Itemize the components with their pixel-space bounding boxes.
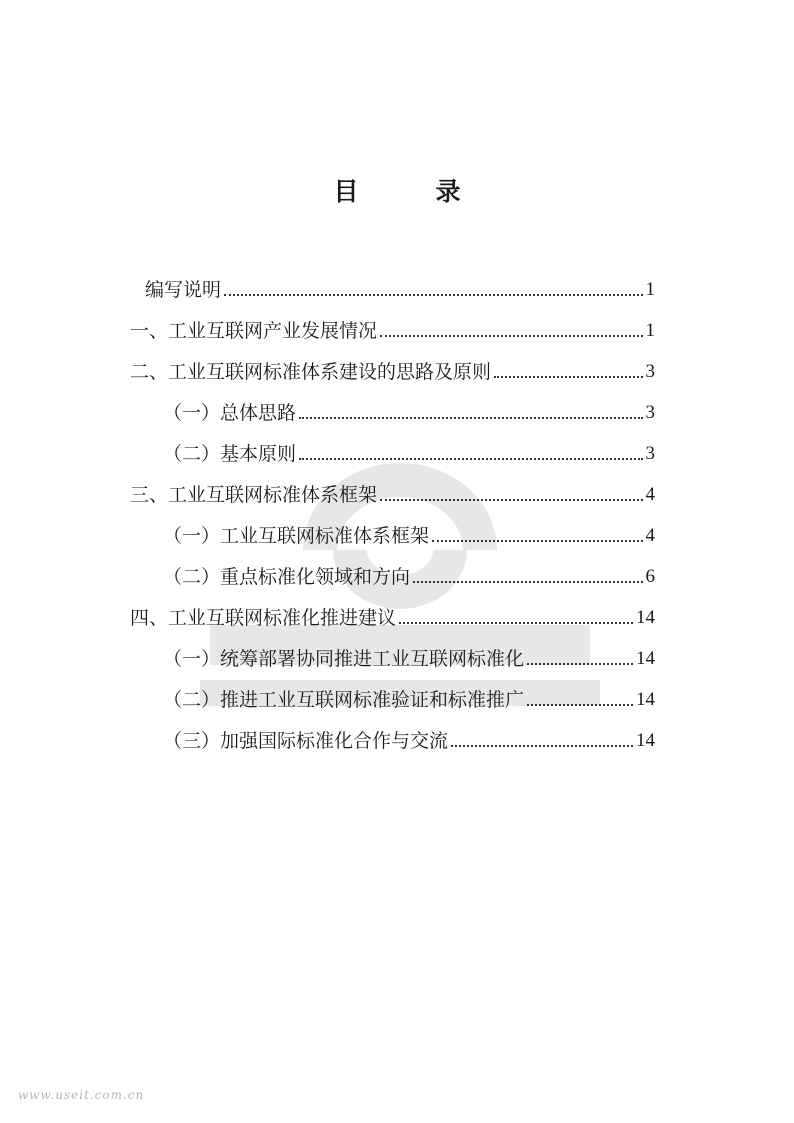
- toc-entry-page: 3: [645, 402, 655, 423]
- toc-entry-page: 14: [636, 648, 655, 669]
- source-watermark-url: www.useit.com.cn: [18, 1088, 145, 1102]
- dot-leader: [299, 417, 642, 419]
- dot-leader: [451, 745, 633, 747]
- dot-leader: [299, 458, 642, 460]
- toc-entry[interactable]: [130, 352, 655, 384]
- toc-entry-page: 14: [636, 607, 655, 628]
- dot-leader: [399, 622, 633, 624]
- toc-entry[interactable]: [130, 598, 655, 630]
- dot-leader: [494, 376, 642, 378]
- toc-entry-page: 4: [645, 525, 655, 546]
- toc-entry-label: （二）基本原则: [163, 443, 297, 465]
- toc-entry[interactable]: [163, 721, 655, 753]
- dot-leader: [224, 294, 642, 296]
- toc-entry-label: （一）总体思路: [163, 402, 297, 424]
- toc-entry[interactable]: [163, 639, 655, 671]
- toc-entry-page: 3: [645, 443, 655, 464]
- toc-entry-label: 二、工业互联网标准体系建设的思路及原则: [130, 361, 492, 383]
- dot-leader: [432, 540, 642, 542]
- toc-entry[interactable]: [163, 557, 655, 589]
- dot-leader: [413, 581, 642, 583]
- dot-leader: [380, 499, 642, 501]
- toc-entry[interactable]: [163, 393, 655, 425]
- toc-entry[interactable]: [145, 270, 655, 302]
- toc-entry[interactable]: [130, 311, 655, 343]
- toc-entry-page: 1: [645, 320, 655, 341]
- toc-entry-label: （三）加强国际标准化合作与交流: [163, 730, 449, 752]
- toc-entry-label: （一）统筹部署协同推进工业互联网标准化: [163, 648, 525, 670]
- toc-entry[interactable]: [130, 475, 655, 507]
- toc-entry-page: 1: [645, 279, 655, 300]
- toc-entry[interactable]: [163, 434, 655, 466]
- dot-leader: [527, 663, 633, 665]
- toc-entry-label: 三、工业互联网标准体系框架: [130, 484, 378, 506]
- toc-entry-page: 3: [645, 361, 655, 382]
- dot-leader: [380, 335, 642, 337]
- toc-entry-label: （二）推进工业互联网标准验证和标准推广: [163, 689, 525, 711]
- toc-title: 目 录: [333, 177, 487, 206]
- toc-entry[interactable]: [163, 680, 655, 712]
- toc-entry-page: 14: [636, 689, 655, 710]
- dot-leader: [527, 704, 633, 706]
- toc-entry-label: （二）重点标准化领域和方向: [163, 566, 411, 588]
- toc-entry-page: 6: [645, 566, 655, 587]
- toc-entry[interactable]: [163, 516, 655, 548]
- toc-entry-label: （一）工业互联网标准体系框架: [163, 525, 430, 547]
- toc-entry-label: 一、工业互联网产业发展情况: [130, 320, 378, 342]
- toc-entry-label: 编写说明: [145, 279, 222, 301]
- toc-entry-page: 4: [645, 484, 655, 505]
- toc-entry-page: 14: [636, 730, 655, 751]
- toc-entry-label: 四、工业互联网标准化推进建议: [130, 607, 397, 629]
